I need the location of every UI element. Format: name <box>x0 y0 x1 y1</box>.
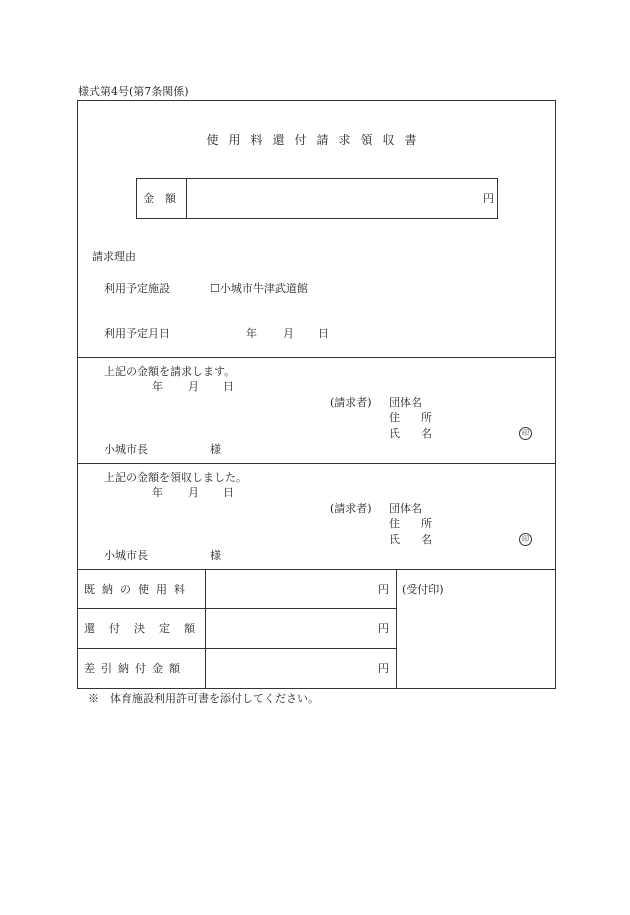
date-month: 月 <box>283 327 294 340</box>
receipt-day: 日 <box>223 486 234 499</box>
fee-label-paid: 既納の使用料 <box>84 583 192 596</box>
request-address-label: 住 所 <box>389 411 437 424</box>
receipt-month: 月 <box>188 486 199 499</box>
fee-label-refund: 還付決定額 <box>84 622 209 635</box>
request-honorific: 様 <box>210 443 221 456</box>
divider-fee-row-2 <box>77 648 397 649</box>
divider-request <box>77 357 556 358</box>
divider-receipt <box>77 463 556 464</box>
receipt-year: 年 <box>152 486 163 499</box>
divider-fee-row-1 <box>77 608 397 609</box>
reason-heading: 請求理由 <box>92 250 136 263</box>
amount-unit: 円 <box>483 192 494 205</box>
receipt-org-label: 団体名 <box>389 502 422 515</box>
facility-checkbox[interactable]: ☐小城市牛津武道館 <box>210 282 308 295</box>
date-year: 年 <box>246 327 257 340</box>
attachment-note: ※ 体育施設利用許可書を添付してください。 <box>88 692 319 705</box>
receipt-statement: 上記の金額を領収しました。 <box>104 471 247 484</box>
receipt-claimant-label: (請求者) <box>330 502 372 515</box>
fee-unit-paid: 円 <box>378 583 389 596</box>
fee-unit-refund: 円 <box>378 622 389 635</box>
reception-stamp-label: (受付印) <box>402 583 444 596</box>
request-year: 年 <box>152 380 163 393</box>
form-title: 使用料還付請求領収書 <box>206 133 427 147</box>
request-seal-icon: 印 <box>519 427 532 440</box>
fee-unit-net: 円 <box>378 662 389 675</box>
amount-divider <box>186 178 187 219</box>
receipt-name-label: 氏 名 <box>389 533 437 546</box>
amount-label: 金 額 <box>143 192 176 205</box>
request-addressee: 小城市長 <box>104 443 148 456</box>
form-number: 様式第4号(第7条関係) <box>78 85 189 98</box>
request-name-label: 氏 名 <box>389 427 437 440</box>
request-org-label: 団体名 <box>389 396 422 409</box>
request-claimant-label: (請求者) <box>330 396 372 409</box>
request-day: 日 <box>223 380 234 393</box>
amount-input[interactable] <box>188 180 478 217</box>
receipt-seal-icon: 印 <box>519 533 532 546</box>
facility-label: 利用予定施設 <box>104 282 170 295</box>
date-day: 日 <box>318 327 329 340</box>
fee-label-net: 差引納付金額 <box>84 662 186 675</box>
request-month: 月 <box>188 380 199 393</box>
receipt-address-label: 住 所 <box>389 517 437 530</box>
divider-fee-stamp <box>396 569 397 689</box>
divider-fees <box>77 569 556 570</box>
date-label: 利用予定月日 <box>104 327 170 340</box>
receipt-addressee: 小城市長 <box>104 549 148 562</box>
receipt-honorific: 様 <box>210 549 221 562</box>
request-statement: 上記の金額を請求します。 <box>104 365 236 378</box>
